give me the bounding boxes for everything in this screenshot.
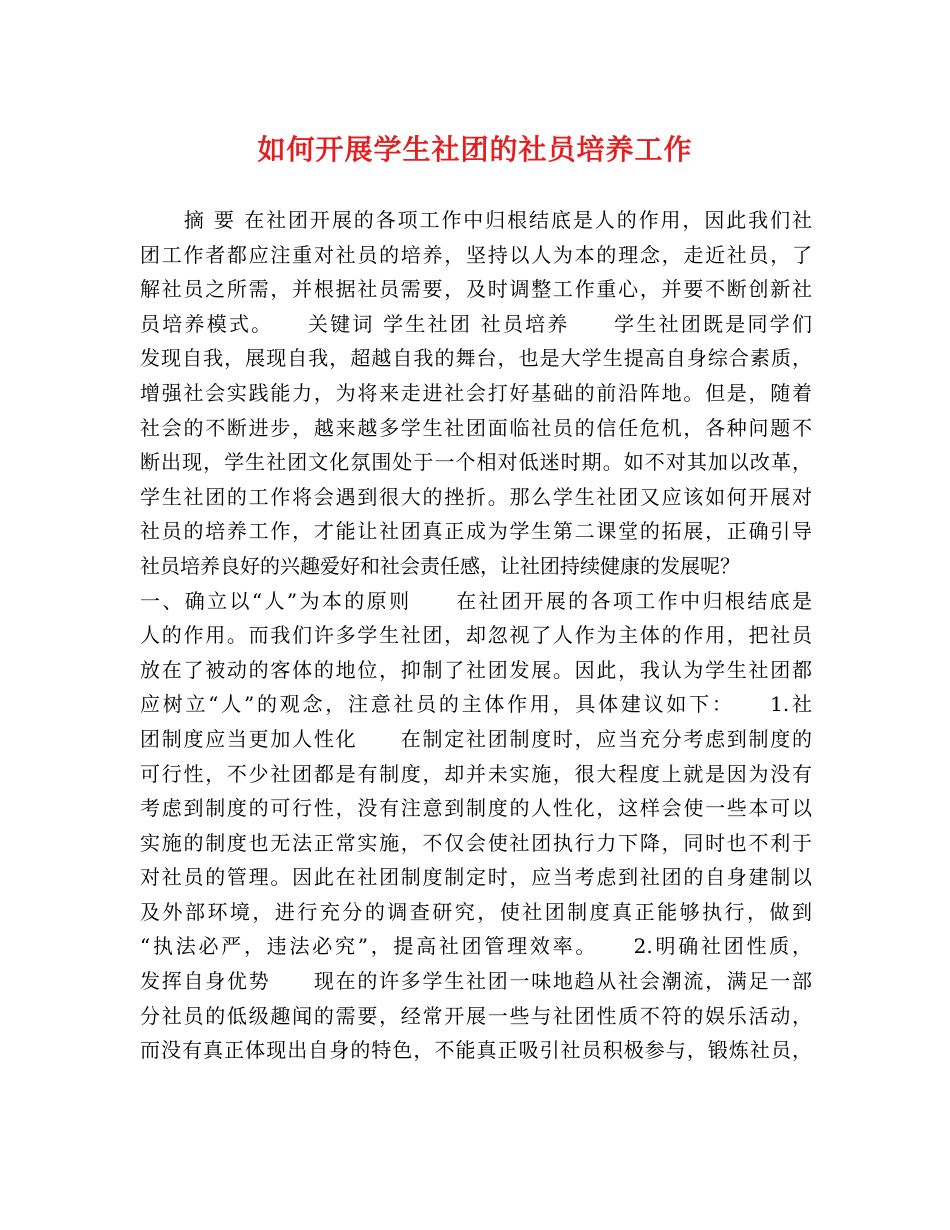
document-body	[140, 203, 812, 1068]
body-line: 可行性，不少社团都是有制度，却并未实施，很大程度上就是因为没有	[140, 761, 812, 786]
body-line: 员培养模式。 关键词 学生社团 社员培养 学生社团既是同学们	[140, 311, 812, 336]
body-line: 团制度应当更加人性化 在制定社团制度时，应当充分考虑到制度的	[140, 726, 812, 751]
body-line: 对社员的管理。因此在社团制度制定时，应当考虑到社团的自身建制以	[140, 865, 812, 890]
body-line: 学生社团的工作将会遇到很大的挫折。那么学生社团又应该如何开展对	[140, 484, 812, 509]
body-line: 放在了被动的客体的地位，抑制了社团发展。因此，我认为学生社团都	[140, 657, 812, 682]
body-line: 人的作用。而我们许多学生社团，却忽视了人作为主体的作用，把社员	[140, 623, 812, 648]
body-line: 社员培养良好的兴趣爱好和社会责任感，让社团持续健康的发展呢？	[140, 553, 740, 578]
body-line: “执法必严，违法必究”，提高社团管理效率。 2.明确社团性质，	[140, 934, 812, 959]
body-line: 应树立“人”的观念，注意社员的主体作用，具体建议如下： 1.社	[140, 692, 812, 717]
body-line: 及外部环境，进行充分的调查研究，使社团制度真正能够执行，做到	[140, 899, 812, 924]
body-line: 增强社会实践能力，为将来走进社会打好基础的前沿阵地。但是，随着	[140, 380, 812, 405]
body-line: 断出现，学生社团文化氛围处于一个相对低迷时期。如不对其加以改革，	[140, 450, 812, 475]
body-line: 发现自我，展现自我，超越自我的舞台，也是大学生提高自身综合素质，	[140, 346, 812, 371]
body-line: 发挥自身优势 现在的许多学生社团一味地趋从社会潮流，满足一部	[140, 969, 812, 994]
body-line: 考虑到制度的可行性，没有注意到制度的人性化，这样会使一些本可以	[140, 796, 812, 821]
body-line: 而没有真正体现出自身的特色，不能真正吸引社员积极参与，锻炼社员，	[140, 1038, 812, 1063]
body-line: 社会的不断进步，越来越多学生社团面临社员的信任危机，各种问题不	[140, 415, 812, 440]
body-line: 社员的培养工作，才能让社团真正成为学生第二课堂的拓展，正确引导	[140, 519, 812, 544]
body-line: 一、确立以“人”为本的原则 在社团开展的各项工作中归根结底是	[140, 588, 812, 613]
body-line: 解社员之所需，并根据社员需要，及时调整工作重心，并要不断创新社	[140, 277, 812, 302]
document-title: 如何开展学生社团的社员培养工作	[257, 133, 693, 166]
body-line: 实施的制度也无法正常实施，不仅会使社团执行力下降，同时也不利于	[140, 830, 812, 855]
body-line: 团工作者都应注重对社员的培养，坚持以人为本的理念，走近社员，了	[140, 242, 812, 267]
body-line: 摘 要 在社团开展的各项工作中归根结底是人的作用，因此我们社	[140, 208, 812, 232]
body-line: 分社员的低级趣闻的需要，经常开展一些与社团性质不符的娱乐活动，	[140, 1003, 812, 1028]
